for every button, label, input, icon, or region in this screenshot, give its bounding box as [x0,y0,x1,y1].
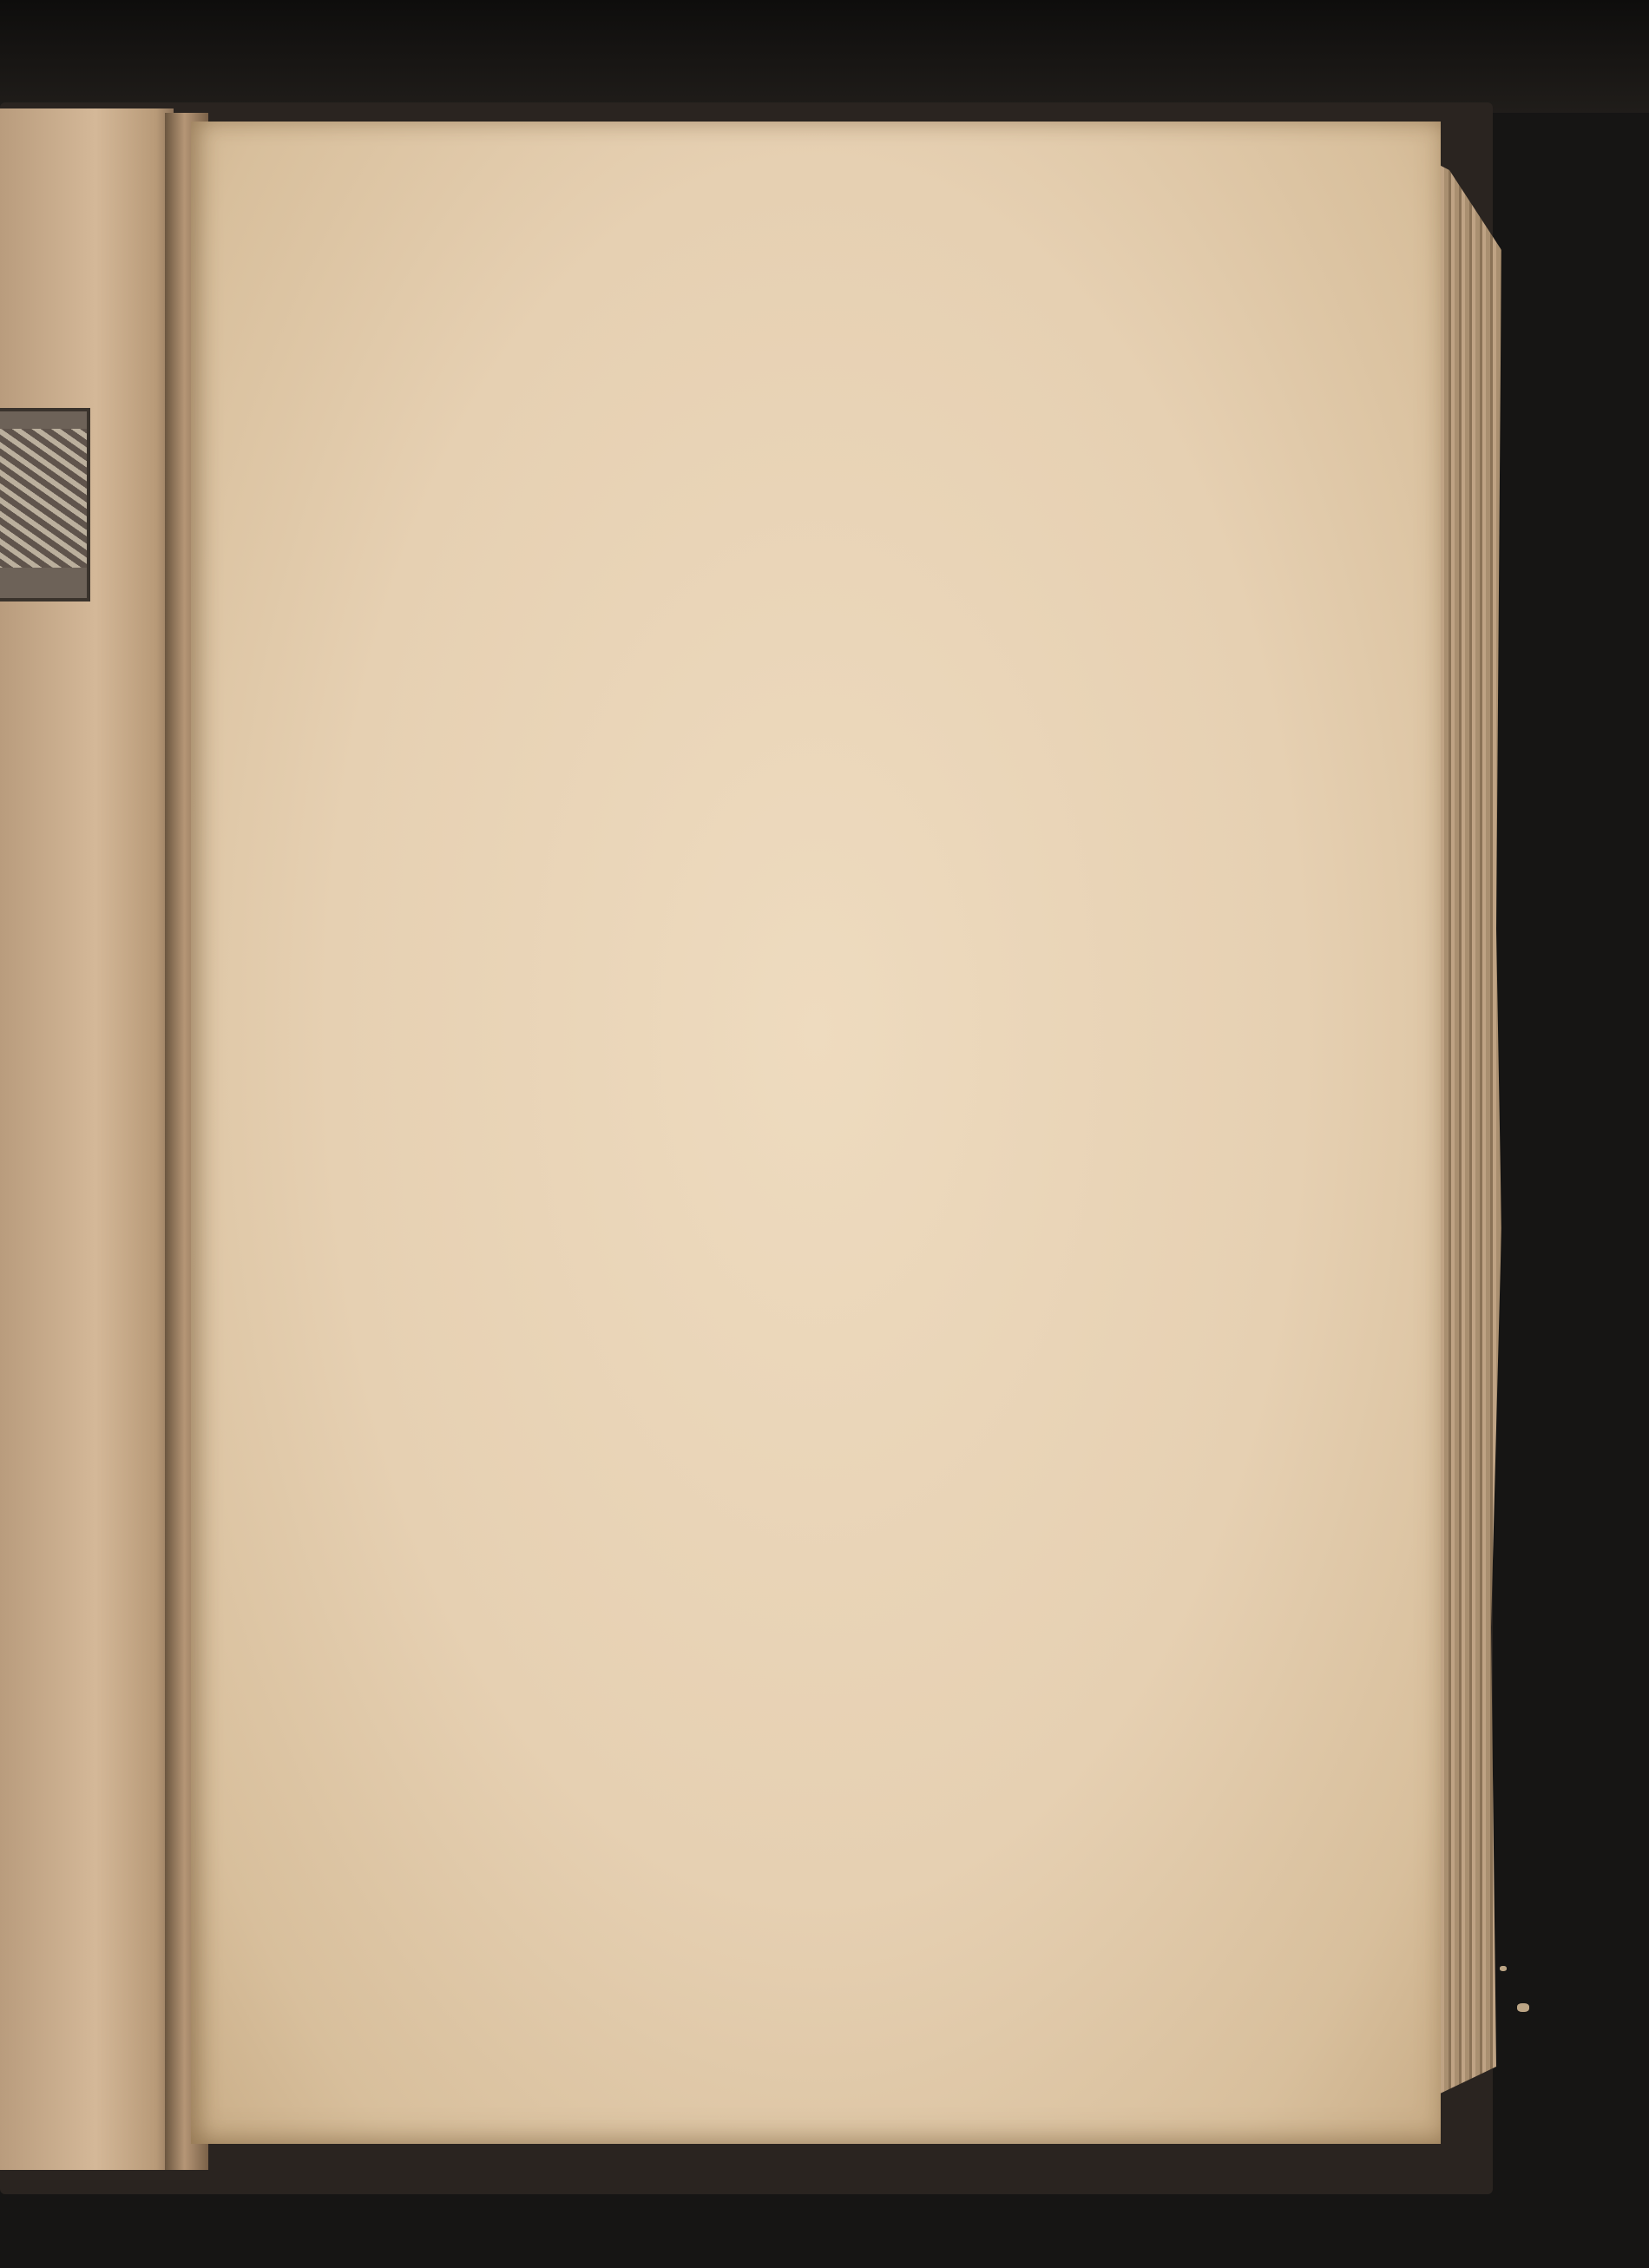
ornament-vignette [0,408,90,602]
paper-speck [1500,1966,1507,1971]
left-page [0,108,174,2170]
dark-background [0,0,1649,113]
section-heading [273,1541,1211,1585]
right-page [191,122,1441,2144]
running-header [386,255,1211,299]
paper-speck [1517,2003,1529,2012]
